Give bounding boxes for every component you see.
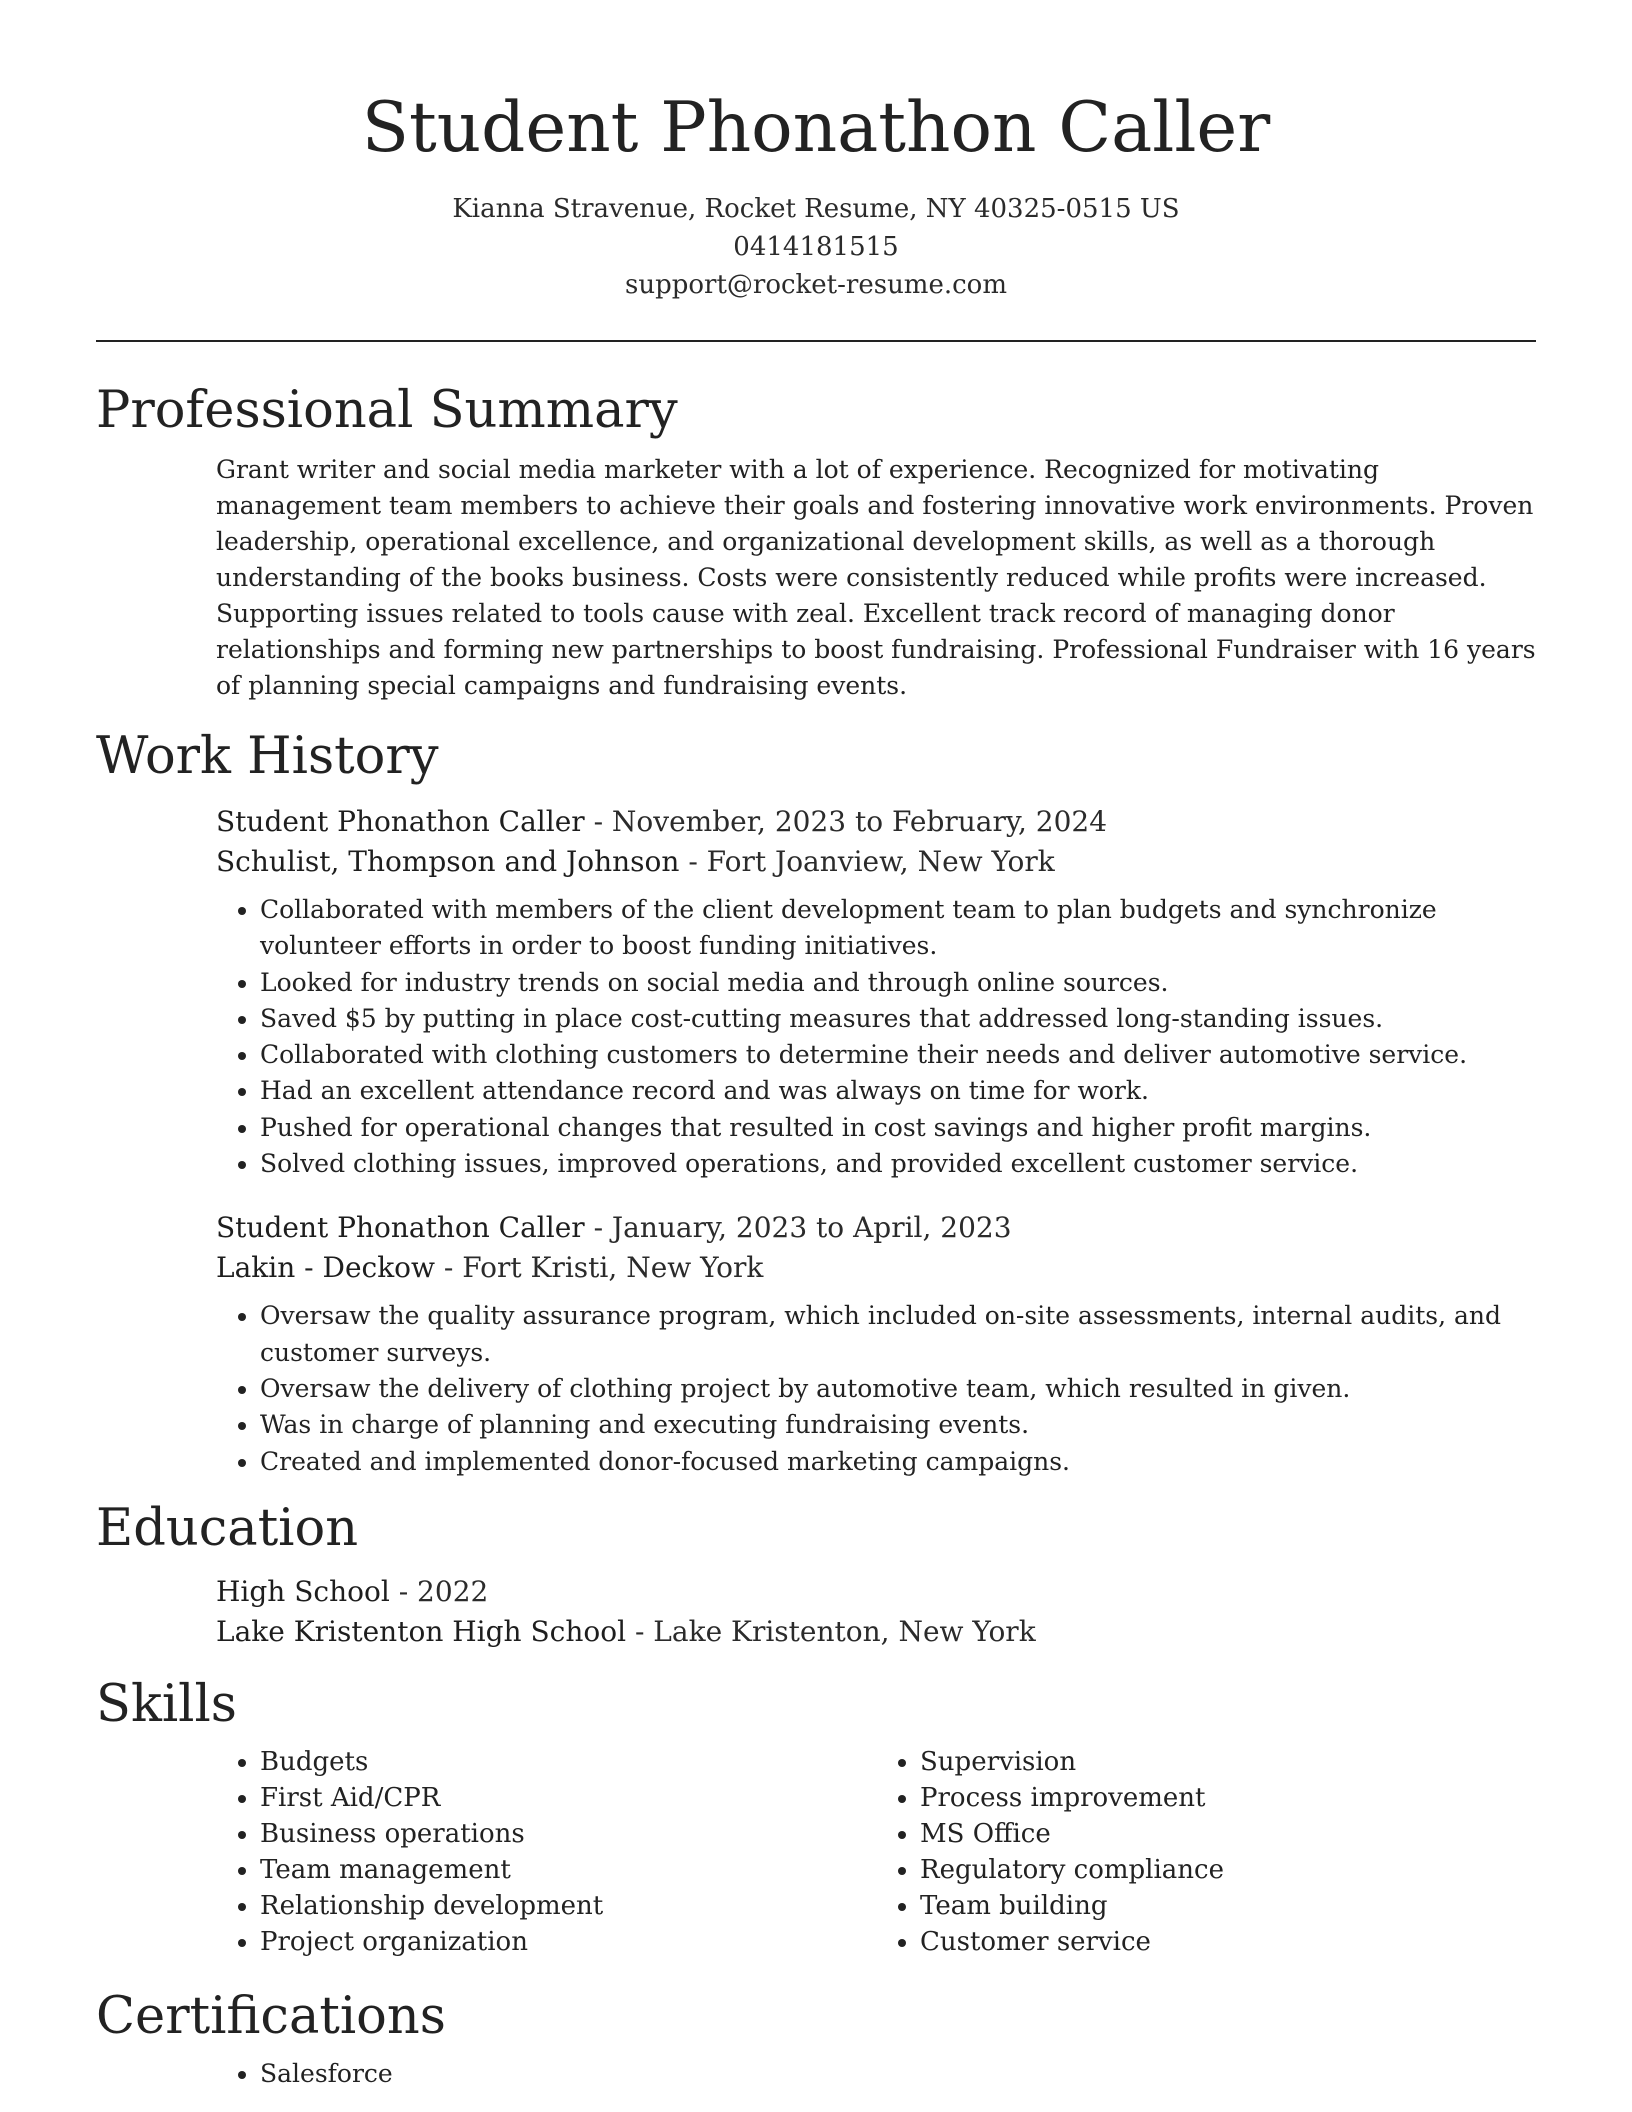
skill-item: • Budgets — [260, 1744, 876, 1780]
resume-page — [96, 0, 1536, 2092]
education-school-line — [216, 1612, 1536, 1652]
education-location: - Lake Kristenton, New York — [626, 1614, 1036, 1648]
job-company-line — [216, 1248, 1536, 1288]
resume-title: Student Phonathon Caller — [361, 88, 1271, 168]
education-school: Lake Kristenton High School — [216, 1614, 627, 1648]
job-dates: - November, 2023 to February, 2024 — [584, 805, 1108, 838]
skill-item: • Business operations — [260, 1816, 876, 1852]
job-location: - Fort Joanview, New York — [679, 845, 1055, 878]
summary-text: Grant writer and social media marketer with a lot of experience. Recognized for motivating management team members to achieve their goals and fostering innovative work environments. Proven leadership, operational excellence, and organizational development skills, as well as a thorough understanding of the books business. Costs were consistently reduced while profits were increased. Supporting issues related to tools cause with zeal. Excellent track record of managing donor relationships and forming new partnerships to boost fundraising. Professional Fundraiser with 16 years of planning special campaigns and fundraising events. — [216, 455, 1536, 700]
job-title-line — [216, 1208, 1536, 1248]
skill-item: • Team building — [920, 1888, 1536, 1924]
skill-item: • MS Office — [920, 1816, 1536, 1852]
certifications-list — [216, 2056, 1536, 2092]
education-degree-line — [216, 1572, 1536, 1612]
job-duties-list — [216, 1298, 1536, 1479]
job-duty: • Oversaw the quality assurance program, which included on-site assessments, internal audits, and customer surveys. — [260, 1298, 1536, 1371]
job-title-line — [216, 802, 1536, 842]
skill-item: • Team management — [260, 1852, 876, 1888]
skill-item: • Supervision — [920, 1744, 1536, 1780]
skill-item: • Process improvement — [920, 1780, 1536, 1816]
job-duty: • Looked for industry trends on social media and through online sources. — [260, 965, 1536, 1001]
job-company: Schulist, Thompson and Johnson — [216, 845, 680, 878]
work-history-heading: Work History — [96, 727, 439, 786]
skill-item: • Relationship development — [260, 1888, 876, 1924]
contact-block — [96, 190, 1536, 304]
skills-columns — [216, 1744, 1536, 1960]
contact-address: Kianna Stravenue, Rocket Resume, NY 40325-0515 US — [452, 194, 1180, 224]
skill-item: • Regulatory compliance — [920, 1852, 1536, 1888]
job-entry — [216, 802, 1536, 1182]
certifications-heading: Certifications — [96, 1986, 446, 2046]
education-year: - 2022 — [389, 1574, 489, 1608]
skills-list-left — [216, 1744, 876, 1960]
education-degree: High School — [216, 1574, 390, 1608]
job-title: Student Phonathon Caller — [216, 805, 585, 838]
job-duty: • Was in charge of planning and executing fundraising events. — [260, 1407, 1536, 1443]
job-duty: • Solved clothing issues, improved operations, and provided excellent customer service. — [260, 1146, 1536, 1182]
education-entry — [216, 1572, 1536, 1652]
header-divider — [96, 340, 1536, 342]
contact-phone: 0414181515 — [733, 232, 899, 262]
job-dates: - January, 2023 to April, 2023 — [584, 1211, 1012, 1245]
job-duty: • Created and implemented donor-focused marketing campaigns. — [260, 1444, 1536, 1480]
skill-item: • Customer service — [920, 1924, 1536, 1960]
education-heading: Education — [96, 1498, 359, 1558]
skill-item: • First Aid/CPR — [260, 1780, 876, 1816]
job-title: Student Phonathon Caller — [216, 1211, 585, 1245]
job-duty: • Oversaw the delivery of clothing project by automotive team, which resulted in given. — [260, 1371, 1536, 1407]
job-duty: • Collaborated with clothing customers to determine their needs and deliver automotive service. — [260, 1037, 1536, 1073]
contact-email: support@rocket-resume.com — [624, 270, 1007, 300]
job-duty: • Saved $5 by putting in place cost-cutting measures that addressed long-standing issues. — [260, 1001, 1536, 1037]
skills-list-right — [876, 1744, 1536, 1960]
summary-heading: Professional Summary — [96, 381, 678, 440]
job-entry — [216, 1208, 1536, 1479]
job-duty: • Had an excellent attendance record and was always on time for work. — [260, 1073, 1536, 1109]
skill-item: • Project organization — [260, 1924, 876, 1960]
certification-item: • Salesforce — [260, 2056, 1536, 2092]
job-duty: • Collaborated with members of the client development team to plan budgets and synchronize volunteer efforts in order to boost funding initiatives. — [260, 892, 1536, 965]
certifications-entry — [216, 2056, 1536, 2092]
job-company-line — [216, 842, 1536, 882]
job-duty: • Pushed for operational changes that resulted in cost savings and higher profit margins. — [260, 1110, 1536, 1146]
skills-heading: Skills — [96, 1674, 237, 1734]
job-company: Lakin - Deckow — [216, 1251, 435, 1285]
job-location: - Fort Kristi, New York — [435, 1251, 764, 1285]
job-duties-list — [216, 892, 1536, 1182]
